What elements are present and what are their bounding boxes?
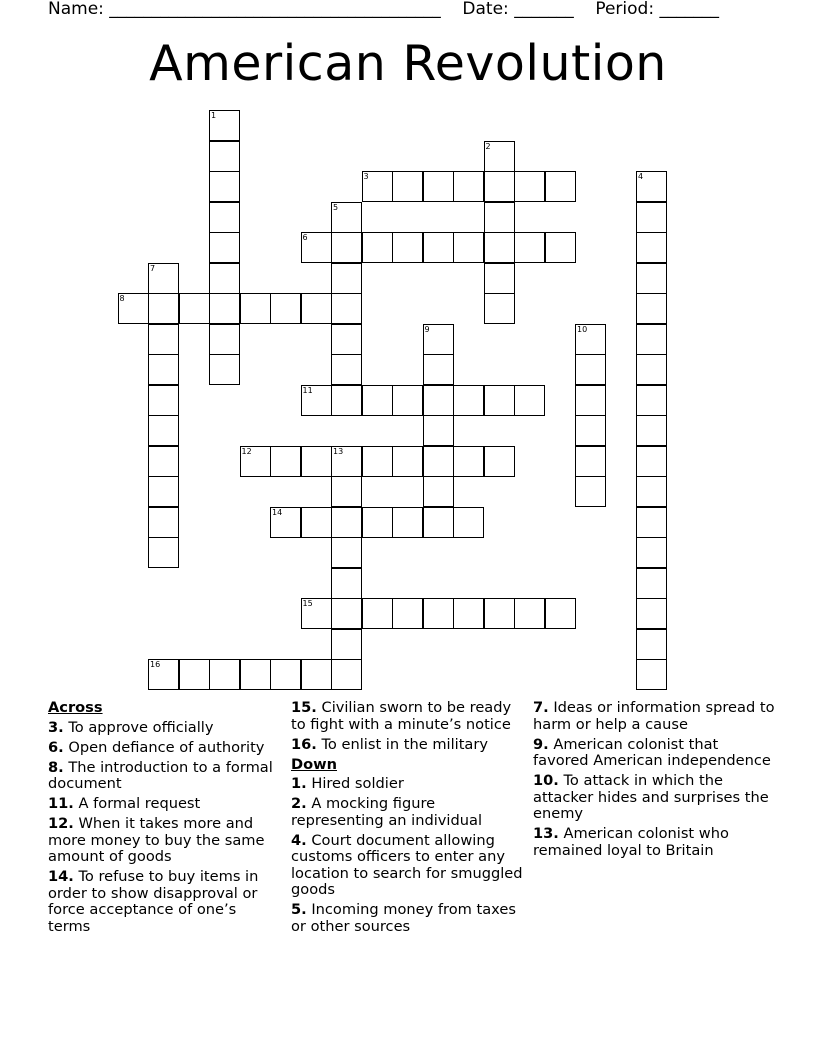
clue-down-9 [533,737,778,770]
date-label: Date: [462,0,515,19]
grid-cell[interactable] [331,476,362,507]
clue-number: 1. [291,775,307,792]
clue-across-12 [48,816,280,866]
clue-across-3 [48,720,280,737]
clue-number-label: 5 [333,202,339,212]
grid-cell[interactable] [362,232,393,263]
grid-cell[interactable] [423,324,454,355]
clue-text: To enlist in the military [321,735,489,753]
clue-text: The introduction to a formal document [48,758,273,792]
period-field[interactable]: _______ [659,0,719,19]
grid-cell[interactable] [331,354,362,385]
grid-cell[interactable] [514,171,545,202]
grid-cell[interactable] [484,446,515,477]
grid-cell[interactable] [636,446,667,477]
grid-cell[interactable] [148,354,179,385]
grid-cell[interactable] [453,507,484,538]
clue-text: Ideas or information spread to harm or help a cause [533,699,775,733]
grid-cell[interactable] [331,598,362,629]
clue-number-label: 1 [211,111,217,120]
grid-cell[interactable] [423,446,454,477]
clue-number-label: 12 [241,446,252,456]
grid-cell[interactable] [240,293,271,324]
grid-cell[interactable] [331,232,362,263]
grid-cell[interactable] [575,385,606,416]
clue-down-13 [533,826,778,859]
clue-number-label: 9 [424,324,430,334]
grid-cell[interactable] [636,354,667,385]
grid-cell[interactable] [392,385,423,416]
grid-cell[interactable] [636,568,667,599]
grid-cell[interactable] [148,659,179,690]
clue-number-label: 2 [485,141,491,151]
grid-cell[interactable] [301,659,332,690]
grid-cell[interactable] [575,446,606,477]
grid-cell[interactable] [636,659,667,690]
grid-cell[interactable] [209,141,240,172]
clue-number: 3. [48,718,64,736]
clue-number: 6. [48,738,64,756]
clue-text: Incoming money from taxes or other sources [291,901,516,935]
grid-cell[interactable] [392,446,423,477]
grid-cell[interactable] [636,507,667,538]
clue-number-label: 11 [302,385,313,395]
clue-number: 15. [291,699,317,716]
grid-cell[interactable] [484,232,515,263]
grid-cell[interactable] [636,171,667,202]
clue-number: 5. [291,901,307,918]
grid-cell[interactable] [148,446,179,477]
grid-cell[interactable] [179,659,210,690]
grid-cell[interactable] [209,293,240,324]
grid-cell[interactable] [362,507,393,538]
grid-cell[interactable] [636,415,667,446]
grid-cell[interactable] [484,293,515,324]
clue-number-label: 6 [302,233,308,242]
clue-text: Hired soldier [311,775,404,792]
clue-across-11 [48,796,280,813]
grid-cell[interactable] [636,537,667,568]
clue-number-label: 4 [638,172,644,181]
grid-cell[interactable] [148,476,179,507]
clue-text: Open defiance of authority [68,738,265,756]
name-label: Name: [48,0,110,19]
grid-cell[interactable] [484,171,515,202]
grid-cell[interactable] [514,232,545,263]
grid-cell[interactable] [301,507,332,538]
page-title: American Revolution [149,35,667,92]
clue-number-label: 3 [363,172,369,181]
grid-cell[interactable] [270,293,301,324]
clue-down-5 [291,902,527,935]
grid-cell[interactable] [362,446,393,477]
clue-text: American colonist who remained loyal to Britain [533,825,729,859]
clue-text: A mocking figure representing an individual [291,795,482,829]
clue-number-label: 7 [150,263,156,273]
grid-cell[interactable] [392,598,423,629]
grid-cell[interactable] [148,324,179,355]
grid-cell[interactable] [423,171,454,202]
grid-cell[interactable] [453,446,484,477]
clue-across-6 [48,740,280,757]
grid-cell[interactable] [545,598,576,629]
grid-cell[interactable] [636,476,667,507]
grid-cell[interactable] [636,629,667,660]
grid-cell[interactable] [270,446,301,477]
clue-number: 14. [48,868,74,885]
grid-cell[interactable] [331,537,362,568]
grid-cell[interactable] [301,385,332,416]
grid-cell[interactable] [575,415,606,446]
grid-cell[interactable] [575,476,606,507]
grid-cell[interactable] [636,202,667,233]
grid-cell[interactable] [331,385,362,416]
grid-cell[interactable] [148,537,179,568]
grid-cell[interactable] [484,263,515,294]
grid-cell[interactable] [575,354,606,385]
clue-number-label: 14 [272,507,283,517]
grid-cell[interactable] [453,385,484,416]
grid-cell[interactable] [209,659,240,690]
clue-across-8 [48,760,280,793]
clue-number-label: 10 [577,324,588,334]
grid-cell[interactable] [301,598,332,629]
grid-cell[interactable] [575,324,606,355]
clue-number: 16. [291,735,317,753]
grid-cell[interactable] [301,232,332,263]
grid-cell[interactable] [331,659,362,690]
grid-cell[interactable] [331,202,362,233]
grid-cell[interactable] [423,598,454,629]
grid-cell[interactable] [423,507,454,538]
clue-text: Civilian sworn to be ready to fight with a minute’s notice [291,699,512,733]
clue-across-14 [48,869,280,935]
clue-number: 7. [533,699,549,716]
clue-number: 10. [533,772,559,789]
clue-text: When it takes more and more money to buy the same amount of goods [48,815,265,865]
clue-number-label: 15 [302,599,313,608]
grid-cell[interactable] [636,324,667,355]
clue-down-4 [291,833,527,899]
grid-cell[interactable] [636,598,667,629]
down-heading: Down [291,755,338,773]
clue-text: To approve officially [68,718,214,736]
clue-down-1 [291,776,527,793]
grid-cell[interactable] [636,293,667,324]
clue-down-10 [533,773,778,823]
clue-number: 8. [48,758,64,776]
grid-cell[interactable] [270,507,301,538]
grid-cell[interactable] [209,202,240,233]
grid-cell[interactable] [514,385,545,416]
clue-number-label: 13 [333,446,344,456]
grid-cell[interactable] [423,354,454,385]
clue-down-7 [533,700,778,733]
clue-text: American colonist that favored American independence [533,735,771,769]
grid-cell[interactable] [331,629,362,660]
clue-text: A formal request [78,795,201,812]
grid-cell[interactable] [423,385,454,416]
grid-cell[interactable] [118,293,149,324]
grid-cell[interactable] [484,598,515,629]
grid-cell[interactable] [453,232,484,263]
date-field[interactable]: _______ [514,0,574,19]
grid-cell[interactable] [484,385,515,416]
grid-cell[interactable] [209,263,240,294]
period-label: Period: [595,0,660,19]
grid-cell[interactable] [301,446,332,477]
clue-number: 13. [533,825,559,842]
grid-cell[interactable] [179,293,210,324]
clue-number: 2. [291,795,307,812]
clue-across-15 [291,700,527,733]
clues-column-1 [48,700,280,939]
clues-column-3 [533,700,778,863]
grid-cell[interactable] [453,598,484,629]
grid-cell[interactable] [484,141,515,172]
grid-cell[interactable] [423,415,454,446]
name-field[interactable]: _______________________________________ [109,0,441,19]
grid-cell[interactable] [209,354,240,385]
grid-cell[interactable] [514,598,545,629]
clue-down-2 [291,796,527,829]
grid-cell[interactable] [423,476,454,507]
grid-cell[interactable] [240,659,271,690]
grid-cell[interactable] [331,507,362,538]
grid-cell[interactable] [453,171,484,202]
grid-cell[interactable] [148,385,179,416]
grid-cell[interactable] [636,385,667,416]
grid-cell[interactable] [331,324,362,355]
clue-number: 4. [291,831,307,849]
grid-cell[interactable] [209,110,240,141]
grid-cell[interactable] [331,446,362,477]
grid-cell[interactable] [270,659,301,690]
grid-cell[interactable] [362,385,393,416]
clue-text: To refuse to buy items in order to show disapproval or force acceptance of one’s terms [48,868,259,935]
clues-column-2 [291,700,527,939]
across-heading: Across [48,699,103,716]
grid-cell[interactable] [545,171,576,202]
grid-cell[interactable] [636,263,667,294]
grid-cell[interactable] [331,263,362,294]
clue-number: 11. [48,795,74,812]
grid-cell[interactable] [423,232,454,263]
grid-cell[interactable] [209,324,240,355]
clue-text: Court document allowing customs officers to enter any location to search for smuggled goods [291,831,523,898]
grid-cell[interactable] [392,507,423,538]
grid-cell[interactable] [301,293,332,324]
grid-cell[interactable] [148,293,179,324]
grid-cell[interactable] [148,263,179,294]
grid-cell[interactable] [362,171,393,202]
grid-cell[interactable] [209,171,240,202]
grid-cell[interactable] [545,232,576,263]
clue-across-16 [291,737,527,754]
grid-cell[interactable] [331,293,362,324]
grid-cell[interactable] [362,598,393,629]
clue-number: 12. [48,815,74,832]
grid-cell[interactable] [148,507,179,538]
grid-cell[interactable] [392,232,423,263]
grid-cell[interactable] [392,171,423,202]
clue-number: 9. [533,735,549,753]
grid-cell[interactable] [484,202,515,233]
grid-cell[interactable] [209,232,240,263]
clue-text: To attack in which the attacker hides and surprises the enemy [533,772,769,822]
clue-number-label: 16 [150,660,161,669]
grid-cell[interactable] [240,446,271,477]
grid-cell[interactable] [148,415,179,446]
clue-number-label: 8 [119,294,125,303]
grid-cell[interactable] [331,568,362,599]
grid-cell[interactable] [636,232,667,263]
